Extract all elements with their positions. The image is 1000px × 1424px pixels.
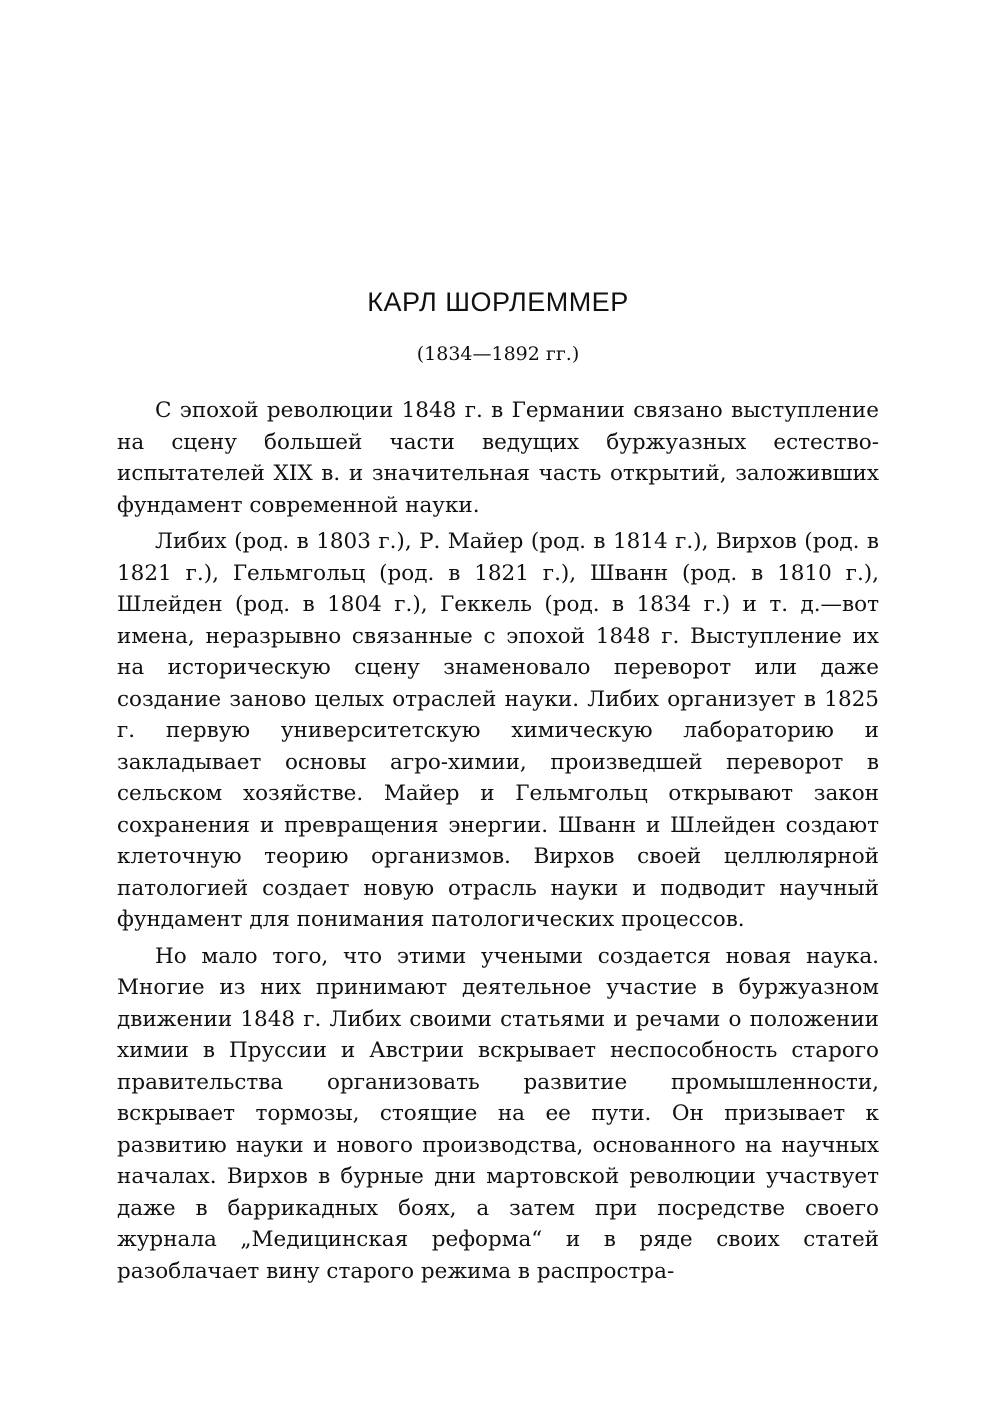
lifespan-years: (1834—1892 гг.) [416,343,580,365]
body-text [117,395,879,1287]
paragraph-1: С эпохой революции 1848 г. в Германии связано выступление на сцену большей части ведущих буржуазных естествоиспытателей XIX в. и значительная часть открытий, заложивших фундамент современной науки. [117,398,879,518]
book-page [117,0,879,1424]
page-title: КАРЛ ШОРЛЕММЕР [367,287,629,317]
paragraph-3: Но мало того, что этими учеными создается новая наука. Многие из них принимают деятельное участие в буржуазном движении 1848 г. Либих своими статьями и речами о положении химии в Пруссии и Австрии вскрывает неспособность старого правительства организовать развитие промышленности, вскрывает тормозы, стоящие на ее пути. Он призывает к развитию науки и нового производства, основанного на научных началах. Вирхов в бурные дни мартовской революции участвует даже в баррикадных боях, а затем при посредстве своего журнала „Медицинская реформа“ и в ряде своих статей разоблачает вину старого режима в распростра- [117,943,879,1284]
paragraph-2: Либих (род. в 1803 г.), Р. Майер (род. в 1814 г.), Вирхов (род. в 1821 г.), Гельмгольц (род. в 1821 г.), Шванн (род. в 1810 г.), Шлейден (род. в 1804 г.), Геккель (род. в 1834 г.) и т. д.—вот имена, неразрывно связанные с эпохой 1848 г. Выступление их на историческую сцену знаменовало переворот или даже создание заново целых отраслей науки. Либих организует в 1825 г. первую университетскую химическую лабораторию и закладывает основы агро-химии, произведшей переворот в сельском хозяйстве. Майер и Гельмгольц открывают закон сохранения и превращения энергии. Шванн и Шлейден создают клеточную теорию организмов. Вирхов своей целлюлярной патологией создает новую отрасль науки и подводит научный фундамент для понимания патологических процессов. [117,529,879,932]
